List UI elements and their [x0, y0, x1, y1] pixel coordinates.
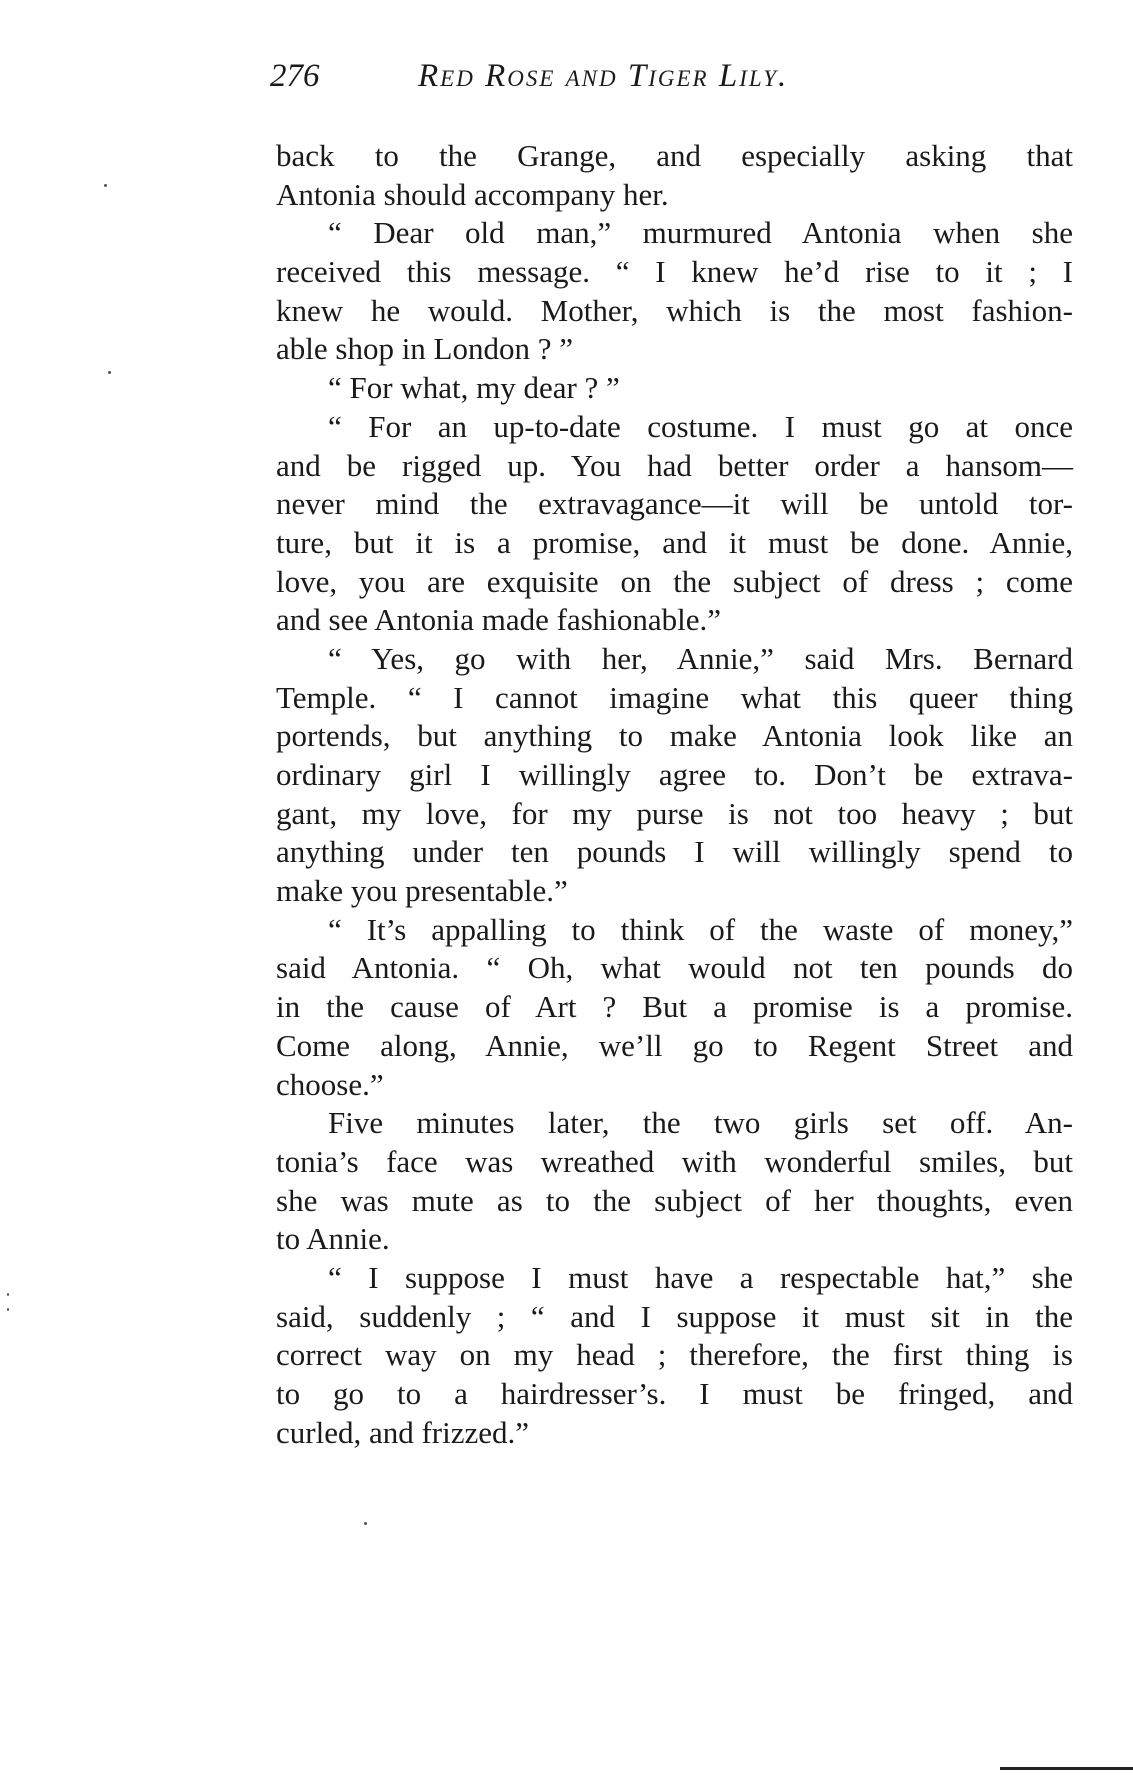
text-line: to go to a hairdresser’s. I must be fringed, and: [276, 1376, 1073, 1411]
text-line: Antonia should accompany her.: [276, 176, 669, 212]
page-header: [270, 58, 1080, 106]
paragraph: [276, 1259, 1073, 1452]
text-line: and be rigged up. You had better order a hansom—: [276, 447, 1073, 483]
text-line: back to the Grange, and especially asking that: [276, 138, 1073, 173]
text-line: ture, but it is a promise, and it must be done. Annie,: [276, 524, 1073, 560]
page-number: 276: [270, 58, 320, 94]
text-line: said Antonia. “ Oh, what would not ten pounds do: [276, 950, 1073, 986]
text-line: anything under ten pounds I will willingly spend to: [276, 834, 1073, 870]
paragraph: [276, 911, 1073, 1104]
text-line: and see Antonia made fashionable.”: [276, 602, 722, 638]
text-line: said, suddenly ; “ and I suppose it must sit in the: [276, 1298, 1073, 1334]
text-line: “ Yes, go with her, Annie,” said Mrs. Bernard: [328, 640, 1073, 676]
scan-speck: [108, 371, 111, 374]
text-line: to Annie.: [276, 1221, 390, 1257]
text-line: never mind the extravagance—it will be untold tor-: [276, 486, 1073, 522]
text-line: gant, my love, for my purse is not too heavy ; but: [276, 795, 1073, 831]
text-line: able shop in London ? ”: [276, 331, 574, 367]
paragraph: [276, 369, 1073, 408]
text-line: in the cause of Art ? But a promise is a promise.: [276, 989, 1073, 1025]
scan-speck: [7, 1308, 9, 1311]
text-line: ordinary girl I willingly agree to. Don’t be extrava-: [276, 757, 1073, 792]
text-line: knew he would. Mother, which is the most fashion-: [276, 292, 1073, 328]
scan-speck: [364, 1522, 367, 1525]
text-line: “ Dear old man,” murmured Antonia when she: [328, 215, 1073, 251]
text-line: tonia’s face was wreathed with wonderful smiles, but: [276, 1143, 1073, 1179]
text-line: love, you are exquisite on the subject of dress ; come: [276, 563, 1073, 599]
text-line: “ For what, my dear ? ”: [328, 370, 620, 406]
body-text: [276, 137, 1073, 1452]
text-line: Five minutes later, the two girls set off. An-: [328, 1105, 1073, 1141]
text-line: curled, and frizzed.”: [276, 1414, 530, 1450]
text-line: make you presentable.”: [276, 873, 568, 909]
text-line: Come along, Annie, we’ll go to Regent Street and: [276, 1027, 1073, 1063]
paragraph: [276, 137, 1073, 214]
text-line: “ For an up-to-date costume. I must go at once: [328, 408, 1073, 444]
scan-speck: [7, 1293, 9, 1296]
text-line: “ It’s appalling to think of the waste of money,”: [328, 911, 1073, 947]
text-line: portends, but anything to make Antonia look like an: [276, 718, 1073, 754]
text-line: she was mute as to the subject of her thoughts, even: [276, 1182, 1073, 1218]
scan-speck: [104, 184, 107, 187]
running-title: Red Rose and Tiger Lily.: [418, 58, 789, 94]
text-line: “ I suppose I must have a respectable hat,” she: [328, 1259, 1073, 1295]
paragraph: [276, 1104, 1073, 1259]
paragraph: [276, 640, 1073, 911]
text-line: choose.”: [276, 1066, 384, 1102]
text-line: Temple. “ I cannot imagine what this queer thing: [276, 679, 1073, 715]
paragraph: [276, 214, 1073, 369]
text-line: received this message. “ I knew he’d rise to it ; I: [276, 254, 1073, 290]
text-line: correct way on my head ; therefore, the first thing is: [276, 1337, 1073, 1373]
paragraph: [276, 408, 1073, 640]
scan-edge-line: [1000, 1767, 1133, 1770]
